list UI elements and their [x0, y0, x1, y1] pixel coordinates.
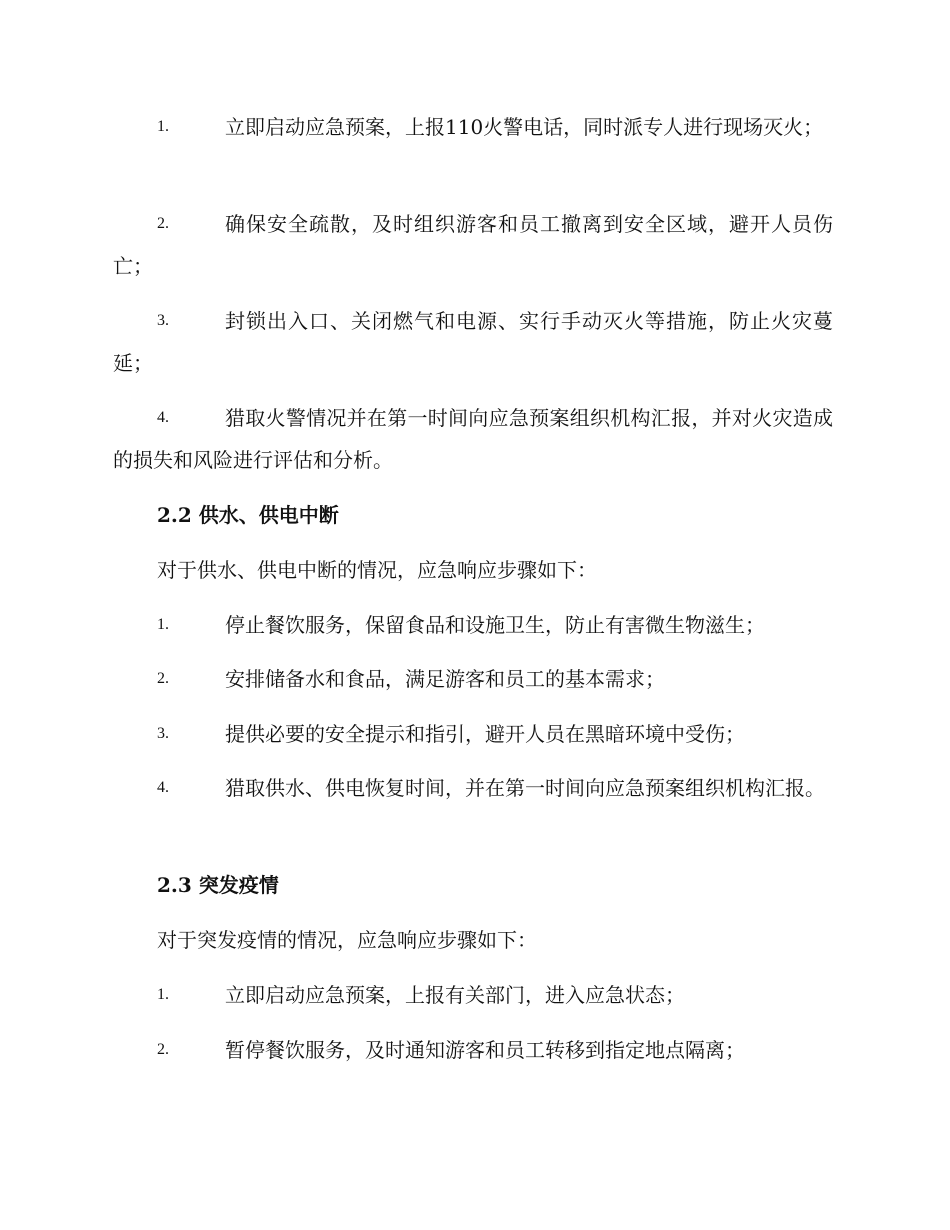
list-item-number: 2.: [157, 215, 169, 232]
section-intro: 对于突发疫情的情况，应急响应步骤如下：: [157, 928, 537, 952]
list-item-text: 猎取供水、供电恢复时间，并在第一时间向应急预案组织机构汇报。: [225, 776, 825, 800]
list-item-text: 立即启动应急预案，上报有关部门，进入应急状态；: [225, 983, 685, 1007]
list-item-text: 停止餐饮服务，保留食品和设施卫生，防止有害微生物滋生；: [225, 613, 765, 637]
list-item-number: 2.: [157, 670, 169, 687]
list-item-number: 4.: [157, 409, 169, 426]
list-item-text: 安排储备水和食品，满足游客和员工的基本需求；: [225, 667, 665, 691]
list-item-text: 封锁出入口、关闭燃气和电源、实行手动灭火等措施，防止火灾蔓延；: [113, 309, 833, 375]
list-item: [113, 713, 833, 755]
section-intro: 对于供水、供电中断的情况，应急响应步骤如下：: [157, 558, 597, 582]
list-item: [113, 1029, 833, 1071]
section-heading: 2.2 供水、供电中断: [157, 503, 339, 527]
list-item: [113, 604, 833, 646]
list-item-text: 确保安全疏散，及时组织游客和员工撤离到安全区域，避开人员伤亡；: [113, 212, 833, 278]
list-item-text: 猎取火警情况并在第一时间向应急预案组织机构汇报，并对火灾造成的损失和风险进行评估和分析。: [113, 406, 833, 472]
list-item-number: 4.: [157, 779, 169, 796]
list-item-number: 2.: [157, 1041, 169, 1058]
list-item-number: 3.: [157, 312, 169, 329]
list-item: [113, 106, 833, 148]
list-item-number: 3.: [157, 725, 169, 742]
list-item: [113, 974, 833, 1016]
list-item-text: 暂停餐饮服务，及时通知游客和员工转移到指定地点隔离；: [225, 1038, 745, 1062]
list-item: [113, 658, 833, 700]
list-item-number: 1.: [157, 986, 169, 1003]
list-item-text: 立即启动应急预案，上报110火警电话，同时派专人进行现场灭火；: [225, 115, 824, 139]
list-item-text: 提供必要的安全提示和指引，避开人员在黑暗环境中受伤；: [225, 722, 745, 746]
list-item-number: 1.: [157, 616, 169, 633]
list-item: [113, 767, 833, 809]
list-item-number: 1.: [157, 118, 169, 135]
list-item: [113, 397, 833, 481]
list-item: [113, 300, 833, 384]
section-heading: 2.3 突发疫情: [157, 873, 279, 897]
list-item: [113, 203, 833, 287]
